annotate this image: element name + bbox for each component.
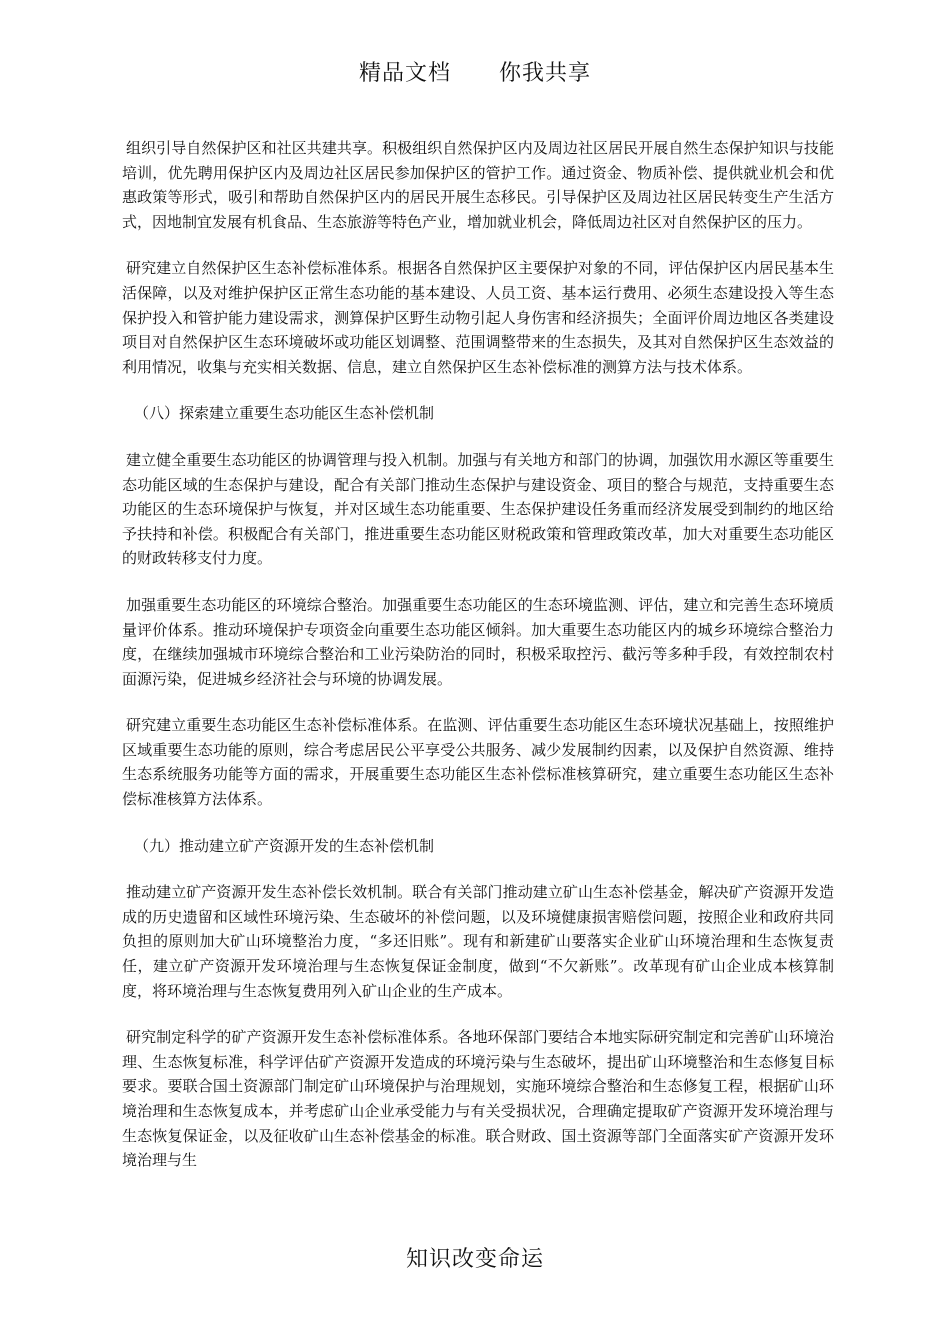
paragraph-1: 组织引导自然保护区和社区共建共享。积极组织自然保护区内及周边社区居民开展自然生态保护知识与技能培训，优先聘用保护区内及周边社区居民参加保护区的管护工作。通过资金、物质补偿、提供就业机会和优惠政策等形式，吸引和帮助自然保护区内的居民开展生态移民。引导保护区及周边社区居民转变生产生活方式，因地制宜发展有机食品、生态旅游等特色产业，增加就业机会，降低周边社区对自然保护区的压力。 [122,139,834,231]
paragraph-spacer [122,234,834,256]
page-header [0,56,950,87]
paragraph-spacer [122,571,834,593]
paragraph-6: 推动建立矿产资源开发生态补偿长效机制。联合有关部门推动建立矿山生态补偿基金，解决矿产资源开发造成的历史遗留和区域性环境污染、生态破坏的补偿问题，以及环境健康损害赔偿问题，按照企业和政府共同负担的原则加大矿山环境整治力度，“多还旧账”。现有和新建矿山要落实企业矿山环境治理和生态恢复责任，建立矿产资源开发环境治理与生态恢复保证金制度，做到“不欠新账”。改革现有矿山企业成本核算制度，将环境治理与生态恢复费用列入矿山企业的生产成本。 [122,883,834,1000]
paragraph-2: 研究建立自然保护区生态补偿标准体系。根据各自然保护区主要保护对象的不同，评估保护区内居民基本生活保障，以及对维护保护区正常生态功能的基本建设、人员工资、基本运行费用、必须生态建设投入等生态保护投入和管护能力建设需求，测算保护区野生动物引起人身伤害和经济损失；全面评价周边地区各类建设项目对自然保护区生态环境破坏或功能区划调整、范围调整带来的生态损失，及其对自然保护区生态效益的利用情况，收集与充实相关数据、信息，建立自然保护区生态补偿标准的测算方法与技术体系。 [122,259,834,376]
header-left-text: 精品文档 [358,61,451,86]
paragraph-7: 研究制定科学的矿产资源开发生态补偿标准体系。各地环保部门要结合本地实际研究制定和完善矿山环境治理、生态恢复标准，科学评估矿产资源开发造成的环境污染与生态破坏，提出矿山环境整治和生态修复目标要求。要联合国土资源部门制定矿山环境保护与治理规划，实施环境综合整治和生态修复工程，根据矿山环境治理和生态恢复成本，并考虑矿山企业承受能力与有关受损状况，合理确定提取矿产资源开发环境治理与生态恢复保证金，以及征收矿山生态补偿基金的标准。联合财政、国土资源等部门全面落实矿产资源开发环境治理与生 [122,1028,834,1170]
paragraph-spacer [122,691,834,713]
header-right-text: 你我共享 [499,61,592,86]
paragraph-3: 建立健全重要生态功能区的协调管理与投入机制。加强与有关地方和部门的协调，加强饮用水源区等重要生态功能区域的生态保护与建设，配合有关部门推动生态保护与建设资金、项目的整合与规范，支持重要生态功能区的生态环境保护与恢复，并对区域生态功能重要、生态保护建设任务重而经济发展受到制约的地区给予扶持和补偿。积极配合有关部门，推进重要生态功能区财税政策和管理政策改革，加大对重要生态功能区的财政转移支付力度。 [122,450,834,568]
paragraph-spacer [122,812,834,834]
paragraph-spacer [122,426,834,448]
paragraph-4: 加强重要生态功能区的环境综合整治。加强重要生态功能区的生态环境监测、评估，建立和完善生态环境质量评价体系。推动环境保护专项资金向重要生态功能区倾斜。加大重要生态功能区内的城乡环境综合整治力度，在继续加强城市环境综合整治和工业污染防治的同时，积极采取控污、截污等多种手段，有效控制农村面源污染，促进城乡经济社会与环境的协调发展。 [122,595,834,688]
document-body [122,136,834,1173]
paragraph-5: 研究建立重要生态功能区生态补偿标准体系。在监测、评估重要生态功能区生态环境状况基础上，按照维护区域重要生态功能的原则，综合考虑居民公平享受公共服务、减少发展制约因素，以及保护自然资源、维持生态系统服务功能等方面的需求，开展重要生态功能区生态补偿标准核算研究，建立重要生态功能区生态补偿标准核算方法体系。 [122,716,834,809]
section-heading-9: （九）推动建立矿产资源开发的生态补偿机制 [134,836,435,855]
page-footer: 知识改变命运 [405,1247,544,1272]
paragraph-spacer [122,379,834,401]
paragraph-spacer [122,1003,834,1025]
paragraph-spacer [122,858,834,880]
section-heading-8: （八）探索建立重要生态功能区生态补偿机制 [134,404,435,423]
